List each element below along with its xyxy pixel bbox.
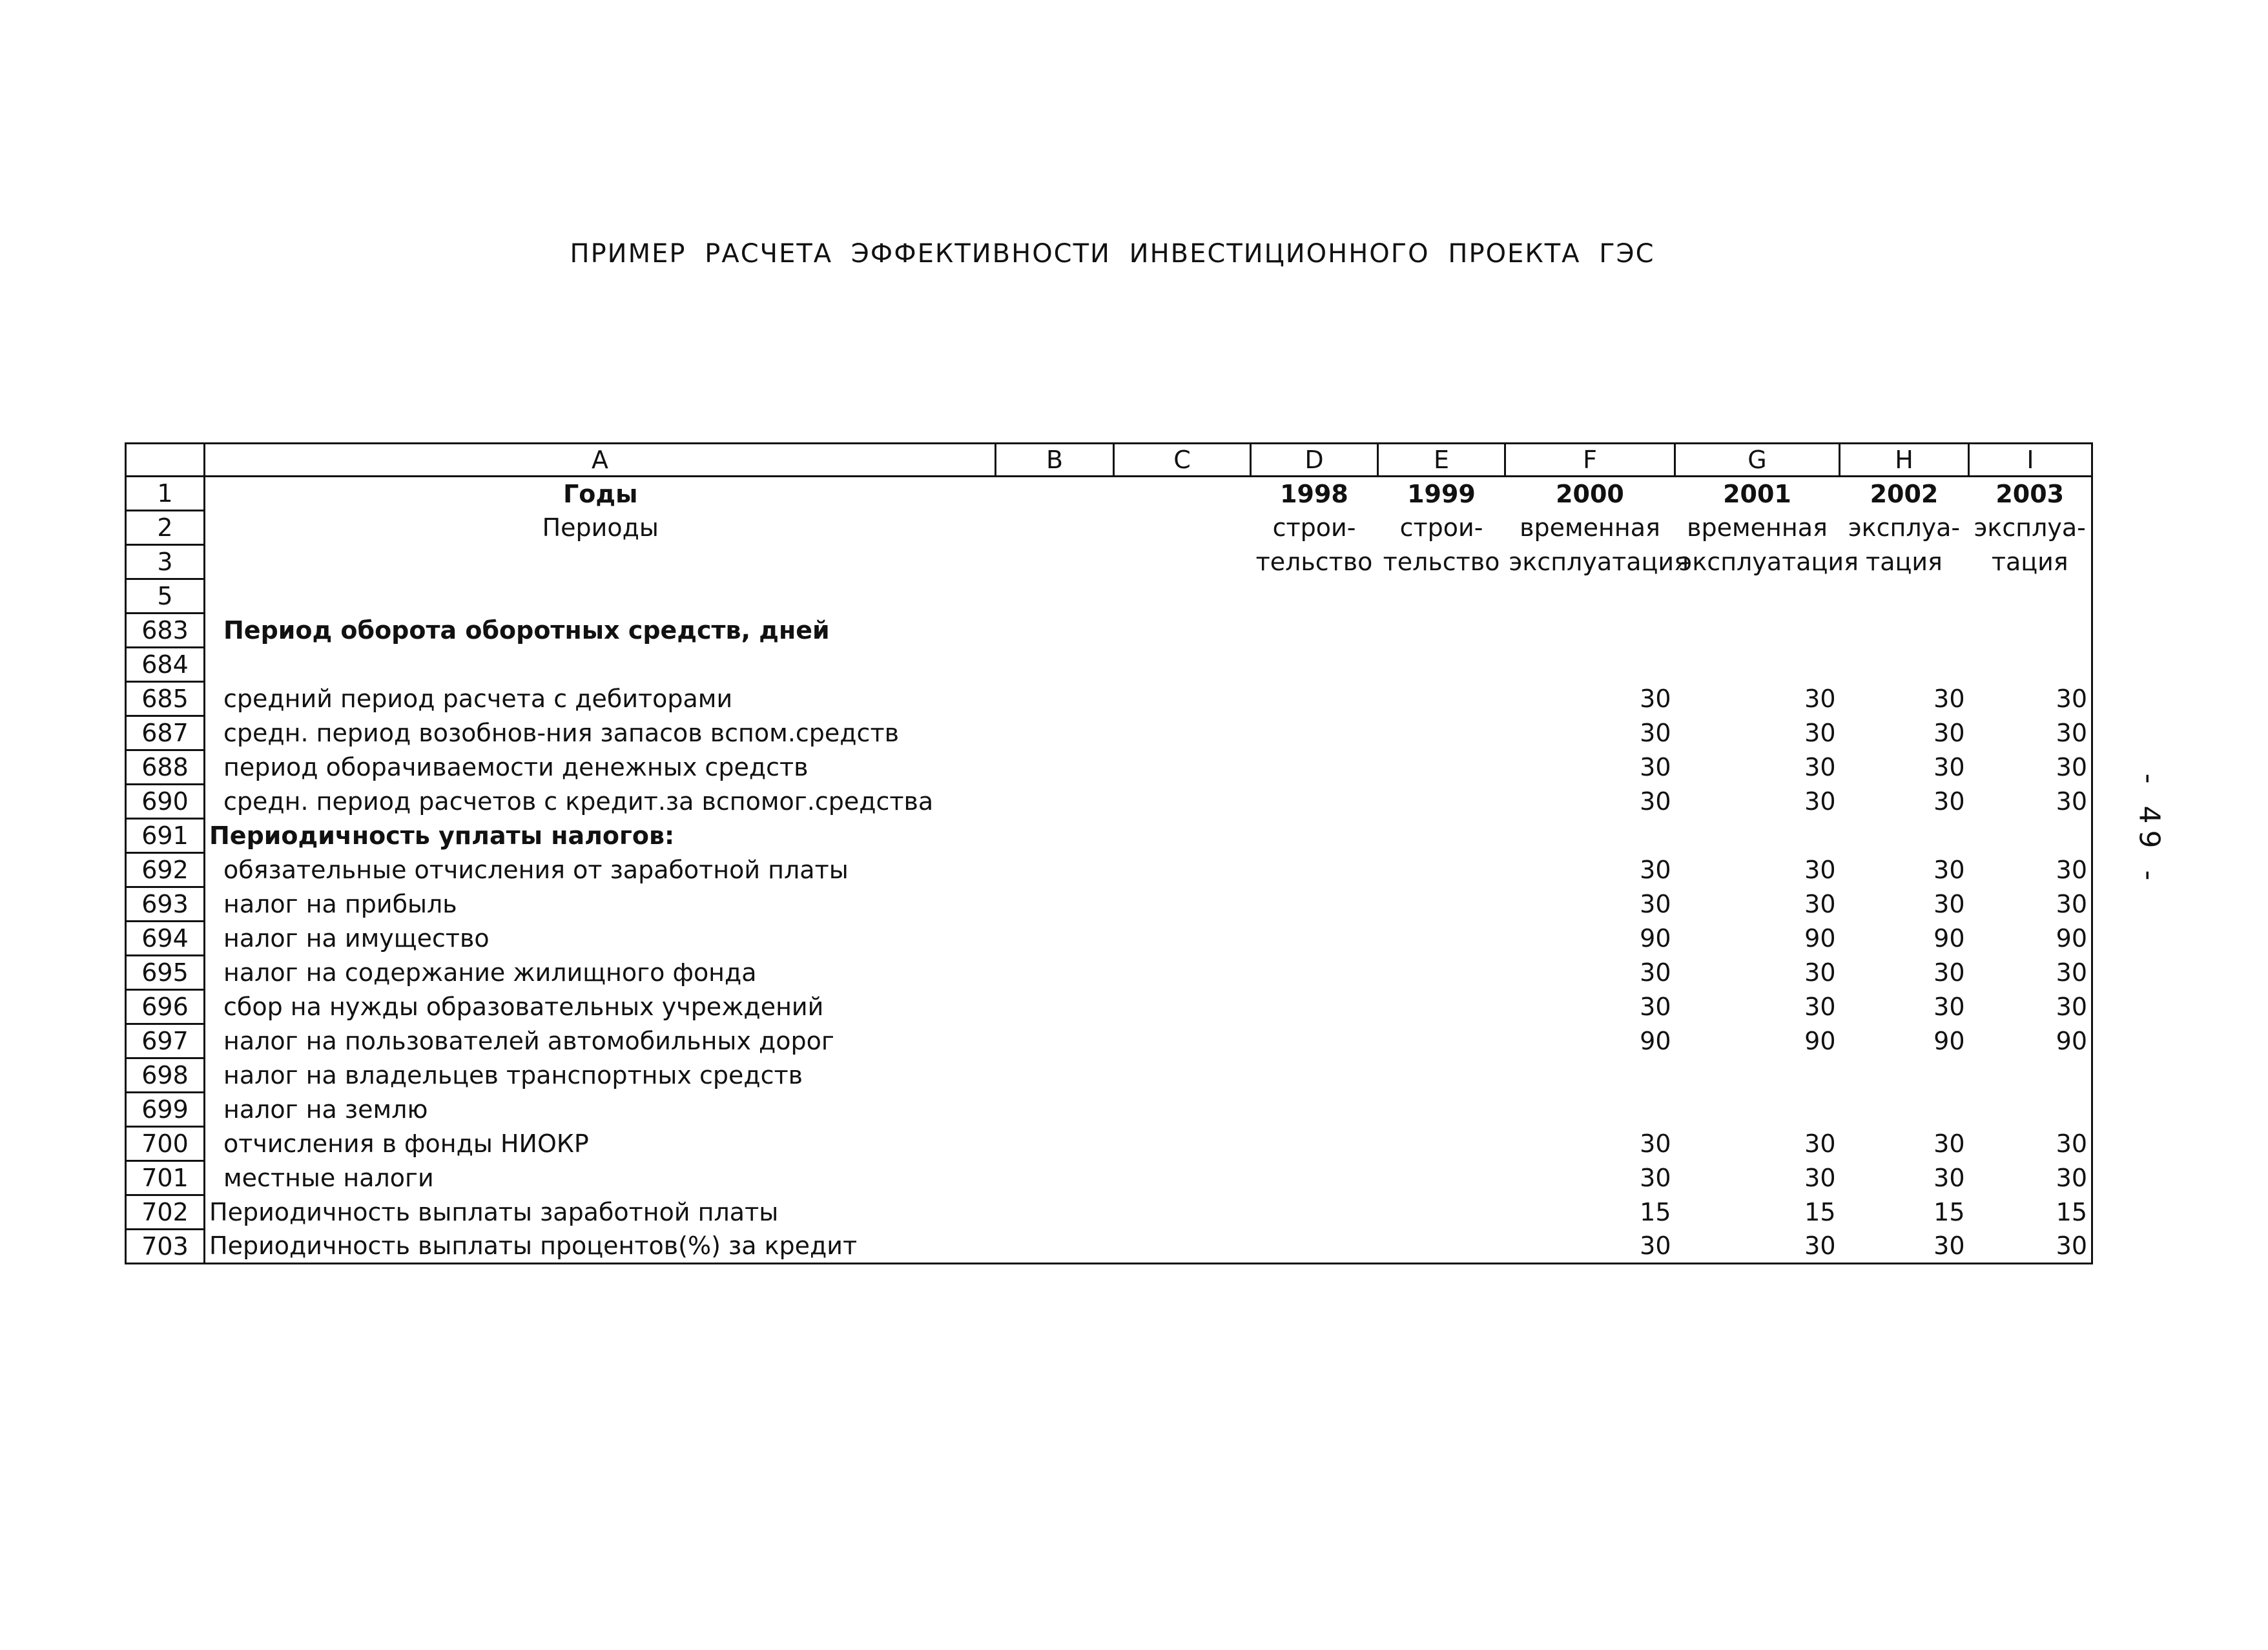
table-row <box>126 716 2092 750</box>
empty-cell[interactable] <box>1114 614 1251 648</box>
row-number[interactable]: 5 <box>126 579 205 614</box>
value-cell[interactable] <box>1675 1093 1840 1127</box>
empty-cell[interactable] <box>996 1230 1114 1264</box>
value-cell[interactable]: 30 <box>1933 685 1965 713</box>
empty-cell[interactable] <box>996 922 1114 956</box>
value-cell[interactable] <box>1969 1093 2092 1127</box>
empty-cell[interactable] <box>1378 956 1505 990</box>
row-label[interactable]: обязательные отчисления от заработной платы <box>205 853 996 887</box>
value-cell[interactable]: 30 <box>1675 1230 1840 1264</box>
column-header-c[interactable]: C <box>1114 444 1251 477</box>
period-cell: временная <box>1687 513 1828 542</box>
value-cell[interactable] <box>1505 819 1675 853</box>
value-cell[interactable]: 90 <box>1804 924 1836 953</box>
value-cell[interactable]: 30 <box>1969 682 2092 716</box>
empty-cell[interactable] <box>1251 614 1378 648</box>
value-cell[interactable]: 30 <box>1933 1164 1965 1192</box>
table-row <box>126 545 2092 579</box>
table-row <box>126 1195 2092 1230</box>
empty-cell[interactable] <box>1378 1024 1505 1058</box>
period-cell: эксплуатация <box>1678 548 1859 576</box>
empty-cell[interactable] <box>1114 648 1251 682</box>
empty-cell[interactable] <box>996 1195 1114 1230</box>
row-number[interactable]: 685 <box>126 682 205 716</box>
value-cell[interactable]: 90 <box>1933 924 1965 953</box>
empty-cell[interactable] <box>1251 1093 1378 1127</box>
value-cell[interactable] <box>1675 648 1840 682</box>
value-cell[interactable] <box>1675 614 1840 648</box>
row-label[interactable]: местные налоги <box>205 1161 996 1195</box>
corner-cell[interactable] <box>126 444 205 477</box>
value-cell[interactable]: 30 <box>1969 1230 2092 1264</box>
row-number[interactable]: 694 <box>126 922 205 956</box>
year-cell: 1999 <box>1407 479 1476 508</box>
value-cell[interactable]: 30 <box>1933 993 1965 1021</box>
value-cell[interactable]: 30 <box>1640 1129 1671 1158</box>
row-label[interactable] <box>205 648 996 682</box>
value-cell[interactable]: 30 <box>1969 1161 2092 1195</box>
empty-cell[interactable] <box>1114 853 1251 887</box>
row-number[interactable]: 688 <box>126 750 205 785</box>
empty-cell[interactable] <box>1251 785 1378 819</box>
empty-cell[interactable] <box>1114 1024 1251 1058</box>
value-cell[interactable]: 90 <box>1640 1027 1671 1055</box>
year-cell: 1998 <box>1280 479 1348 508</box>
empty-cell[interactable] <box>1378 1161 1505 1195</box>
empty-cell[interactable] <box>1378 614 1505 648</box>
value-cell[interactable]: 15 <box>1933 1198 1965 1226</box>
table-row <box>126 887 2092 922</box>
empty-cell[interactable] <box>1378 819 1505 853</box>
row-number[interactable]: 690 <box>126 785 205 819</box>
empty-cell[interactable] <box>1251 682 1378 716</box>
row-number[interactable]: 692 <box>126 853 205 887</box>
table-row <box>126 579 2092 614</box>
empty-cell[interactable] <box>1114 1093 1251 1127</box>
empty-cell[interactable] <box>1378 682 1505 716</box>
value-cell[interactable] <box>1505 1058 1675 1093</box>
value-cell[interactable]: 30 <box>1969 853 2092 887</box>
value-cell[interactable] <box>1505 1093 1675 1127</box>
table-row <box>126 511 2092 545</box>
table-row <box>126 648 2092 682</box>
empty-cell[interactable] <box>996 750 1114 785</box>
empty-cell[interactable] <box>1114 1230 1251 1264</box>
value-cell[interactable] <box>1840 1058 1969 1093</box>
row-label[interactable]: отчисления в фонды НИОКР <box>205 1127 996 1161</box>
empty-cell[interactable] <box>1114 990 1251 1024</box>
empty-cell[interactable] <box>1251 887 1378 922</box>
value-cell[interactable]: 90 <box>1804 1027 1836 1055</box>
column-header-i[interactable]: I <box>1969 444 2092 477</box>
empty-cell[interactable] <box>996 1127 1114 1161</box>
empty-cell[interactable] <box>996 956 1114 990</box>
value-cell[interactable]: 30 <box>1969 956 2092 990</box>
spreadsheet-table <box>125 442 2093 1264</box>
value-cell[interactable]: 90 <box>1969 922 2092 956</box>
value-cell[interactable] <box>1505 648 1675 682</box>
value-cell[interactable] <box>1969 1058 2092 1093</box>
empty-cell[interactable] <box>1378 716 1505 750</box>
value-cell[interactable]: 30 <box>1933 890 1965 918</box>
table-row <box>126 819 2092 853</box>
row-label[interactable]: налог на пользователей автомобильных дорог <box>205 1024 996 1058</box>
empty-cell[interactable] <box>1251 1230 1378 1264</box>
row-number[interactable]: 691 <box>126 819 205 853</box>
table-row <box>126 853 2092 887</box>
row-number[interactable]: 702 <box>126 1195 205 1230</box>
row-number[interactable]: 697 <box>126 1024 205 1058</box>
row-number[interactable]: 683 <box>126 614 205 648</box>
row-number[interactable]: 703 <box>126 1230 205 1264</box>
table-row <box>126 990 2092 1024</box>
period-cell: тация <box>1866 548 1943 576</box>
empty-cell[interactable] <box>1378 853 1505 887</box>
empty-cell[interactable] <box>1251 1195 1378 1230</box>
value-cell[interactable]: 30 <box>1804 787 1836 816</box>
value-cell[interactable]: 30 <box>1969 785 2092 819</box>
table-row <box>126 1161 2092 1195</box>
row-label[interactable]: налог на содержание жилищного фонда <box>205 956 996 990</box>
empty-cell[interactable] <box>1378 1093 1505 1127</box>
table-row <box>126 1127 2092 1161</box>
value-cell[interactable]: 30 <box>1969 990 2092 1024</box>
table-row <box>126 1230 2092 1264</box>
period-cell: строи- <box>1399 513 1483 542</box>
row-label[interactable]: налог на владельцев транспортных средств <box>205 1058 996 1093</box>
year-cell: 2000 <box>1556 479 1624 508</box>
row-number[interactable]: 699 <box>126 1093 205 1127</box>
empty-cell[interactable] <box>1378 1195 1505 1230</box>
period-cell: эксплуа- <box>1848 513 1961 542</box>
empty-cell[interactable] <box>1251 648 1378 682</box>
empty-cell[interactable] <box>996 648 1114 682</box>
value-cell[interactable]: 30 <box>1505 1230 1675 1264</box>
empty-cell[interactable] <box>1251 922 1378 956</box>
empty-cell[interactable] <box>1114 819 1251 853</box>
empty-cell[interactable] <box>996 614 1114 648</box>
column-header-f[interactable]: F <box>1505 444 1675 477</box>
value-cell[interactable] <box>1840 1093 1969 1127</box>
period-cell: строи- <box>1272 513 1356 542</box>
period-cell: эксплуатация <box>1509 548 1689 576</box>
value-cell[interactable]: 30 <box>1933 856 1965 884</box>
row-number[interactable]: 696 <box>126 990 205 1024</box>
value-cell[interactable] <box>1840 819 1969 853</box>
table-row <box>126 477 2092 511</box>
empty-cell[interactable] <box>1378 648 1505 682</box>
value-cell[interactable]: 30 <box>1640 719 1671 747</box>
column-header-b[interactable]: B <box>996 444 1114 477</box>
value-cell[interactable]: 30 <box>1640 993 1671 1021</box>
row-number[interactable]: 701 <box>126 1161 205 1195</box>
value-cell[interactable]: 15 <box>1969 1195 2092 1230</box>
row-label[interactable]: налог на землю <box>205 1093 996 1127</box>
table-row <box>126 1058 2092 1093</box>
empty-cell[interactable] <box>1378 922 1505 956</box>
value-cell[interactable]: 30 <box>1804 1129 1836 1158</box>
empty-cell[interactable] <box>1114 1127 1251 1161</box>
column-header-h[interactable]: H <box>1840 444 1969 477</box>
value-cell[interactable]: 30 <box>1804 685 1836 713</box>
value-cell[interactable]: 90 <box>1640 924 1671 953</box>
row-number[interactable]: 687 <box>126 716 205 750</box>
empty-cell[interactable] <box>996 1058 1114 1093</box>
value-cell[interactable] <box>1505 614 1675 648</box>
period-cell: тельство <box>1255 548 1373 576</box>
value-cell[interactable]: 30 <box>1933 719 1965 747</box>
column-header-d[interactable]: D <box>1251 444 1378 477</box>
empty-cell[interactable] <box>1378 1230 1505 1264</box>
value-cell[interactable]: 30 <box>1969 750 2092 785</box>
empty-cell[interactable] <box>1114 887 1251 922</box>
value-cell[interactable] <box>1675 819 1840 853</box>
year-cell: 2002 <box>1870 479 1939 508</box>
empty-cell[interactable] <box>996 990 1114 1024</box>
column-header-a[interactable]: A <box>205 444 996 477</box>
value-cell[interactable] <box>1675 1058 1840 1093</box>
value-cell[interactable]: 30 <box>1933 753 1965 781</box>
empty-cell[interactable] <box>1378 1127 1505 1161</box>
empty-cell[interactable] <box>1114 785 1251 819</box>
value-cell[interactable]: 30 <box>1804 958 1836 987</box>
row-number[interactable]: 698 <box>126 1058 205 1093</box>
page-title: ПРИМЕР РАСЧЕТА ЭФФЕКТИВНОСТИ ИНВЕСТИЦИОННОГО ПРОЕКТА ГЭС <box>570 239 1655 269</box>
value-cell[interactable]: 30 <box>1804 856 1836 884</box>
value-cell[interactable] <box>1969 614 2092 648</box>
empty-cell[interactable] <box>996 1161 1114 1195</box>
empty-cell[interactable] <box>1114 1195 1251 1230</box>
year-cell: 2001 <box>1723 479 1791 508</box>
empty-cell[interactable] <box>1114 1161 1251 1195</box>
empty-cell[interactable] <box>996 716 1114 750</box>
row-label[interactable]: Периодичность выплаты заработной платы <box>205 1195 996 1230</box>
value-cell[interactable]: 30 <box>1640 685 1671 713</box>
empty-cell[interactable] <box>1251 853 1378 887</box>
row-label[interactable]: налог на прибыль <box>205 887 996 922</box>
row-number[interactable]: 684 <box>126 648 205 682</box>
row-label[interactable]: налог на имущество <box>205 922 996 956</box>
value-cell[interactable]: 15 <box>1804 1198 1836 1226</box>
empty-cell[interactable] <box>1114 750 1251 785</box>
row-label[interactable]: Периодичность выплаты процентов(%) за кредит <box>205 1230 996 1264</box>
row-number[interactable]: 693 <box>126 887 205 922</box>
row-number[interactable]: 1 <box>126 477 205 511</box>
empty-cell[interactable] <box>1251 819 1378 853</box>
year-cell: 2003 <box>1969 477 2092 511</box>
empty-cell[interactable] <box>1114 1058 1251 1093</box>
empty-cell[interactable] <box>1251 1024 1378 1058</box>
column-header-row <box>126 444 2092 477</box>
value-cell[interactable]: 30 <box>1969 716 2092 750</box>
value-cell[interactable]: 30 <box>1640 753 1671 781</box>
empty-cell[interactable] <box>1251 1127 1378 1161</box>
value-cell[interactable]: 30 <box>1933 1129 1965 1158</box>
empty-cell[interactable] <box>1114 956 1251 990</box>
value-cell[interactable]: 30 <box>1804 1164 1836 1192</box>
period-cell: временная <box>1520 513 1660 542</box>
column-header-e[interactable]: E <box>1378 444 1505 477</box>
period-cell: эксплуа- <box>1969 511 2092 545</box>
empty-cell[interactable] <box>996 887 1114 922</box>
years-label: Годы <box>205 477 996 511</box>
value-cell[interactable]: 30 <box>1969 887 2092 922</box>
value-cell[interactable]: 30 <box>1969 1127 2092 1161</box>
value-cell[interactable] <box>1840 614 1969 648</box>
value-cell[interactable] <box>1969 819 2092 853</box>
empty-cell[interactable] <box>996 682 1114 716</box>
row-label[interactable]: Периодичность уплаты налогов: <box>205 819 996 853</box>
row-label[interactable]: период оборачиваемости денежных средств <box>205 750 996 785</box>
value-cell[interactable]: 30 <box>1804 753 1836 781</box>
table-row <box>126 614 2092 648</box>
table-row <box>126 1093 2092 1127</box>
value-cell[interactable]: 90 <box>1933 1027 1965 1055</box>
empty-cell[interactable] <box>1251 990 1378 1024</box>
table-row <box>126 750 2092 785</box>
empty-cell[interactable] <box>1378 785 1505 819</box>
value-cell[interactable]: 30 <box>1840 1230 1969 1264</box>
empty-cell[interactable] <box>1251 750 1378 785</box>
value-cell[interactable]: 30 <box>1804 890 1836 918</box>
period-cell: тация <box>1969 545 2092 579</box>
value-cell[interactable] <box>1969 648 2092 682</box>
periods-label: Периоды <box>205 511 996 545</box>
empty-cell[interactable] <box>1251 1161 1378 1195</box>
empty-cell[interactable] <box>1251 956 1378 990</box>
empty-cell[interactable] <box>1378 887 1505 922</box>
value-cell[interactable]: 30 <box>1804 719 1836 747</box>
empty-cell[interactable] <box>1114 682 1251 716</box>
column-header-g[interactable]: G <box>1675 444 1840 477</box>
row-number[interactable]: 2 <box>126 511 205 545</box>
value-cell[interactable]: 30 <box>1640 890 1671 918</box>
row-label[interactable]: средний период расчета с дебиторами <box>205 682 996 716</box>
row-label[interactable]: Период оборота оборотных средств, дней <box>205 614 996 648</box>
period-cell: тельство <box>1383 548 1500 576</box>
row-label[interactable]: средн. период расчетов с кредит.за вспомог.средства <box>205 785 996 819</box>
empty-cell[interactable] <box>996 853 1114 887</box>
row-number[interactable]: 695 <box>126 956 205 990</box>
value-cell[interactable]: 90 <box>1969 1024 2092 1058</box>
empty-cell[interactable] <box>1251 716 1378 750</box>
row-number[interactable]: 3 <box>126 545 205 579</box>
page-number: - 49 - <box>2132 773 2166 887</box>
value-cell[interactable]: 30 <box>1804 993 1836 1021</box>
value-cell[interactable]: 30 <box>1640 958 1671 987</box>
table-row <box>126 785 2092 819</box>
value-cell[interactable]: 30 <box>1933 787 1965 816</box>
value-cell[interactable] <box>1840 648 1969 682</box>
value-cell[interactable]: 30 <box>1933 958 1965 987</box>
empty-cell[interactable] <box>996 1024 1114 1058</box>
value-cell[interactable]: 30 <box>1640 1164 1671 1192</box>
row-label[interactable]: средн. период возобнов-ния запасов вспом.средств <box>205 716 996 750</box>
value-cell[interactable]: 30 <box>1640 856 1671 884</box>
empty-cell[interactable] <box>1378 750 1505 785</box>
empty-cell[interactable] <box>1114 716 1251 750</box>
empty-cell[interactable] <box>1378 990 1505 1024</box>
table-row <box>126 956 2092 990</box>
empty-cell[interactable] <box>1251 1058 1378 1093</box>
empty-cell[interactable] <box>1378 1058 1505 1093</box>
value-cell[interactable]: 15 <box>1640 1198 1671 1226</box>
empty-cell[interactable] <box>996 819 1114 853</box>
empty-cell[interactable] <box>996 1093 1114 1127</box>
row-label[interactable]: сбор на нужды образовательных учреждений <box>205 990 996 1024</box>
table-row <box>126 682 2092 716</box>
value-cell[interactable]: 30 <box>1640 787 1671 816</box>
empty-cell[interactable] <box>996 785 1114 819</box>
row-number[interactable]: 700 <box>126 1127 205 1161</box>
empty-cell[interactable] <box>1114 922 1251 956</box>
table-row <box>126 1024 2092 1058</box>
table-row <box>126 922 2092 956</box>
